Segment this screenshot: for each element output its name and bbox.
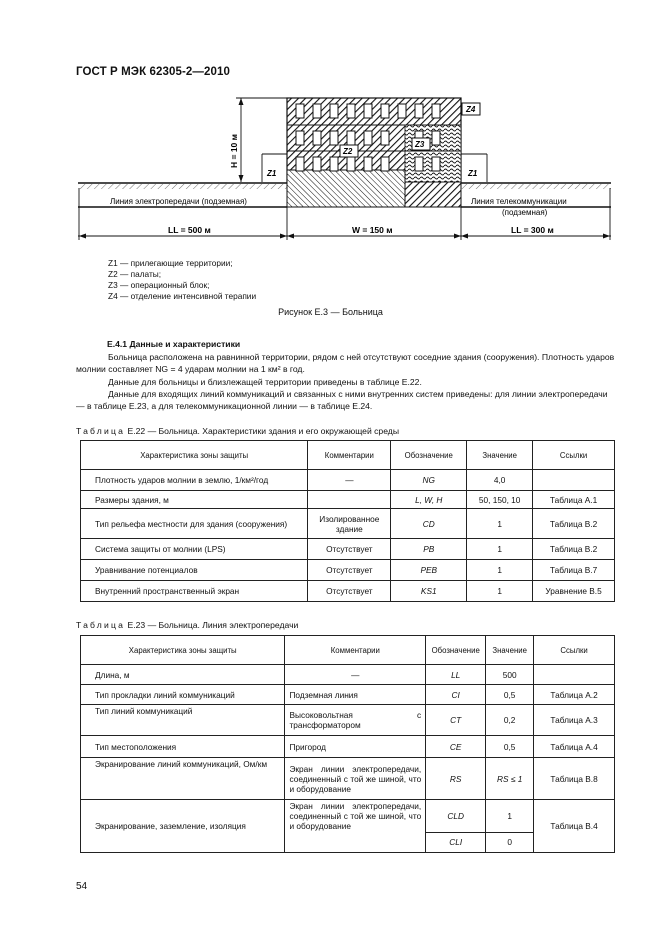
- header-cell: Характеристика зоны защиты: [81, 441, 308, 470]
- header-cell: Обозначение: [391, 441, 467, 470]
- cell: PB: [391, 539, 467, 560]
- table-row: [81, 736, 615, 758]
- header-cell: Комментарии: [285, 636, 426, 665]
- table23-title-text: Е.23 — Больница. Линия электропередачи: [125, 620, 299, 630]
- header-cell: Ссылки: [533, 441, 615, 470]
- cell: Экран линии электропередачи, соединенный с той же шиной, что и оборудование: [285, 758, 426, 800]
- cell: CT: [426, 705, 486, 736]
- figure-caption: Рисунок Е.3 — Больница: [278, 307, 383, 317]
- cell: —: [285, 665, 426, 685]
- paragraph-2: Данные для больницы и близлежащей территории приведены в таблице Е.22.: [108, 377, 422, 387]
- cell: Внутренний пространственный экран: [81, 581, 308, 602]
- cell: RS ≤ 1: [486, 758, 534, 800]
- table22-title-prefix: Таблица: [76, 426, 126, 436]
- cell: Тип местоположения: [81, 736, 285, 758]
- cell: CE: [426, 736, 486, 758]
- header-cell: Значение: [486, 636, 534, 665]
- height-label: H = 10 м: [229, 134, 239, 168]
- legend-item: Z2 — палаты;: [108, 269, 162, 279]
- cell: 500: [486, 665, 534, 685]
- section-title: Е.4.1 Данные и характеристики: [107, 339, 241, 349]
- cell: Таблица А.2: [534, 685, 615, 705]
- cell: 1: [467, 560, 533, 581]
- table22-title-text: Е.22 — Больница. Характеристики здания и его окружающей среды: [125, 426, 399, 436]
- header-cell: Обозначение: [426, 636, 486, 665]
- telecom-line-label-2: (подземная): [502, 208, 548, 217]
- cell: Уравнение В.5: [533, 581, 615, 602]
- cell: CLI: [426, 832, 486, 852]
- table-e23: [80, 635, 615, 853]
- legend-item: Z4 — отделение интенсивной терапии: [108, 291, 257, 301]
- z3-label: Z3: [415, 140, 425, 149]
- cell: 1: [486, 800, 534, 833]
- cell: Отсутствует: [308, 581, 391, 602]
- figure-legend: [108, 258, 256, 302]
- paragraph-3: Данные для входящих линий коммуникаций и связанных с ними внутренних систем приведены: для линии электропередачи — в таблице Е.23, а для телекоммуникационной линии — в таблице Е.24.: [76, 389, 608, 412]
- hospital-figure: [0, 0, 661, 250]
- z1-right-label: Z1: [468, 169, 478, 178]
- table-row: [81, 581, 615, 602]
- table22-title: [76, 426, 399, 436]
- table23-title: [76, 620, 298, 630]
- cell: CD: [391, 509, 467, 539]
- table-e22: [80, 440, 615, 602]
- cell: 1: [467, 539, 533, 560]
- cell: NG: [391, 470, 467, 491]
- legend-item: Z3 — операционный блок;: [108, 280, 210, 290]
- cell: 0,5: [486, 685, 534, 705]
- cell: —: [308, 470, 391, 491]
- header-cell: Характеристика зоны защиты: [81, 636, 285, 665]
- cell: LL: [426, 665, 486, 685]
- table-row: [81, 470, 615, 491]
- power-line-label: Линия электропередачи (подземная): [110, 197, 247, 206]
- cell: [534, 665, 615, 685]
- table-header-row: [81, 636, 615, 665]
- cell: Пригород: [285, 736, 426, 758]
- table23-title-prefix: Таблица: [76, 620, 126, 630]
- cell: Таблица В.2: [533, 509, 615, 539]
- table-header-row: [81, 441, 615, 470]
- cell: Изолированное здание: [308, 509, 391, 539]
- cell: Тип рельефа местности для здания (сооружения): [81, 509, 308, 539]
- cell: Таблица В.2: [533, 539, 615, 560]
- cell: Таблица В.7: [533, 560, 615, 581]
- cell: 50, 150, 10: [467, 491, 533, 509]
- z2-label: Z2: [343, 147, 353, 156]
- cell: [533, 470, 615, 491]
- cell: CI: [426, 685, 486, 705]
- cell: KS1: [391, 581, 467, 602]
- cell: 1: [467, 581, 533, 602]
- cell: 0,5: [486, 736, 534, 758]
- cell: Таблица А.4: [534, 736, 615, 758]
- cell: Отсутствует: [308, 560, 391, 581]
- table-row: [81, 800, 615, 833]
- cell: L, W, H: [391, 491, 467, 509]
- paragraph-1: Больница расположена на равнинной территории, рядом с ней отсутствуют соседние здания (сооружения). Плотность ударов молнии составляет NG = 4 ударам молнии на 1 км² в год.: [76, 352, 615, 375]
- header-cell: Значение: [467, 441, 533, 470]
- cell: Отсутствует: [308, 539, 391, 560]
- cell: [285, 832, 426, 852]
- width-label: W = 150 м: [352, 225, 393, 235]
- length-right-label: LL = 300 м: [511, 225, 554, 235]
- cell: Таблица А.3: [534, 705, 615, 736]
- z1-left-label: Z1: [267, 169, 277, 178]
- cell: 0,2: [486, 705, 534, 736]
- header-cell: Комментарии: [308, 441, 391, 470]
- cell: [308, 491, 391, 509]
- page-number: 54: [76, 881, 88, 892]
- cell: Экранирование, заземление, изоляция: [81, 800, 285, 853]
- table-row: [81, 685, 615, 705]
- cell: RS: [426, 758, 486, 800]
- table-row: [81, 560, 615, 581]
- cell: Таблица В.8: [534, 758, 615, 800]
- cell: Размеры здания, м: [81, 491, 308, 509]
- cell: 1: [467, 509, 533, 539]
- cell: Уравнивание потенциалов: [81, 560, 308, 581]
- table-row: [81, 509, 615, 539]
- table-row: [81, 705, 615, 736]
- cell: Система защиты от молнии (LPS): [81, 539, 308, 560]
- cell: Высоковольтная с трансформатором: [285, 705, 426, 736]
- table-row: [81, 665, 615, 685]
- telecom-line-label-1: Линия телекоммуникации: [471, 197, 567, 206]
- table-row: [81, 539, 615, 560]
- cell: Длина, м: [81, 665, 285, 685]
- cell: Экранирование линий коммуникаций, Ом/км: [81, 758, 285, 800]
- table-row: [81, 491, 615, 509]
- cell: Таблица А.1: [533, 491, 615, 509]
- cell: CLD: [426, 800, 486, 833]
- z4-label: Z4: [466, 105, 476, 114]
- legend-item: Z1 — прилегающие территории;: [108, 258, 233, 268]
- length-left-label: LL = 500 м: [168, 225, 211, 235]
- cell: Подземная линия: [285, 685, 426, 705]
- cell: 4,0: [467, 470, 533, 491]
- header-cell: Ссылки: [534, 636, 615, 665]
- table-row: [81, 758, 615, 800]
- cell: Плотность ударов молнии в землю, 1/км²/год: [81, 470, 308, 491]
- document-header: ГОСТ Р МЭК 62305-2—2010: [76, 66, 230, 78]
- cell: Тип прокладки линий коммуникаций: [81, 685, 285, 705]
- cell: Тип линий коммуникаций: [81, 705, 285, 736]
- cell: PEB: [391, 560, 467, 581]
- cell: Экран линии электропередачи, соединенный с той же шиной, что и оборудование: [285, 800, 426, 833]
- cell: 0: [486, 832, 534, 852]
- cell: Таблица В.4: [534, 800, 615, 853]
